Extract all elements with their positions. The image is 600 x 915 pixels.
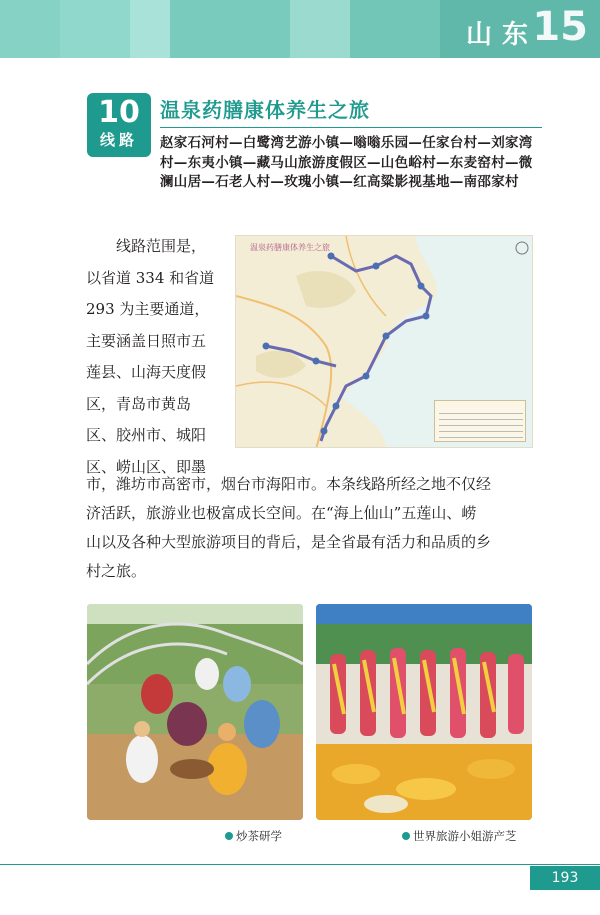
route-badge-label: 线路	[99, 131, 138, 149]
body-line: 以省道 334 和省道	[86, 268, 215, 287]
body-line: 市，潍坊市高密市，烟台市海阳市。本条线路所经之地不仅经	[86, 475, 492, 493]
route-badge	[87, 93, 151, 157]
bullet-dot-icon	[402, 832, 410, 840]
header-stripe	[130, 0, 170, 58]
body-paragraph-wide	[86, 470, 542, 586]
body-line: 莲县、山海天度假	[86, 363, 207, 381]
map-title: 温泉药膳康体养生之旅	[250, 243, 330, 252]
body-line: 主要涵盖日照市五	[86, 331, 207, 350]
route-number: 10	[98, 95, 140, 130]
header-stripe	[0, 0, 60, 58]
body-line: 区，青岛市黄岛	[86, 394, 192, 413]
legend-line	[439, 437, 523, 438]
header-stripe	[350, 0, 440, 58]
body-line: 济活跃，旅游业也极富成长空间。在“海上仙山”五莲山、崂	[86, 504, 477, 522]
caption-text: 炒茶研学	[236, 829, 282, 843]
chapter-number: 15	[532, 4, 588, 50]
header-stripe	[60, 0, 130, 58]
province-name: 山东	[465, 20, 538, 50]
route-title: 温泉药膳康体养生之旅	[160, 98, 370, 122]
bullet-dot-icon	[225, 832, 233, 840]
header-stripe	[290, 0, 350, 58]
title-divider	[160, 127, 542, 128]
body-line: 293 为主要通道，	[86, 300, 210, 318]
chapter-header	[0, 0, 600, 58]
legend-line	[439, 419, 523, 420]
page-number: 193	[530, 866, 600, 890]
legend-line	[439, 413, 523, 414]
body-line: 山以及各种大型旅游项目的背后，是全省最有活力和品质的乡	[86, 533, 492, 551]
header-stripe	[170, 0, 290, 58]
body-line: 线路范围是，	[116, 237, 207, 255]
photo-caption	[225, 828, 282, 844]
tea-picking-photo	[87, 604, 303, 820]
route-stops: 赵家石河村—白鹭湾艺游小镇—嗡嗡乐园—任家台村—刘家湾村—东夷小镇—藏马山旅游度假区—山色峪村—东麦窑村—微澜山居—石老人村—玫瑰小镇—红高粱影视基地—南邵家村	[160, 135, 533, 190]
photo-caption	[402, 828, 517, 844]
route-map	[235, 235, 533, 448]
footer-divider	[0, 864, 600, 865]
legend-line	[439, 431, 523, 432]
caption-text: 世界旅游小姐游产芝	[413, 829, 517, 843]
body-line: 区、胶州市、城阳	[86, 426, 207, 444]
body-paragraph-narrow	[86, 231, 228, 483]
legend-line	[439, 425, 523, 426]
body-line: 村之旅。	[86, 562, 147, 580]
pageant-photo	[316, 604, 532, 820]
body-line: 区、崂山区、即墨	[86, 457, 207, 476]
map-legend-box	[434, 400, 526, 442]
